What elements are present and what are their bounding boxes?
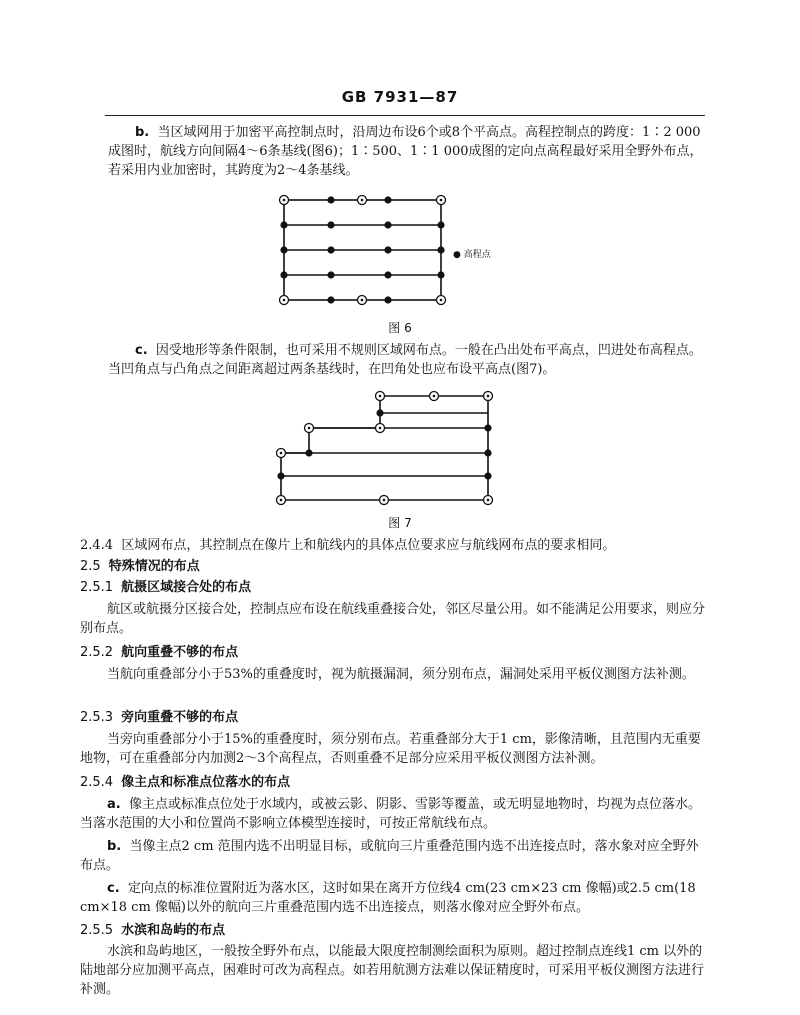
elevation-point-icon <box>280 271 287 278</box>
section-2-5-3-number: 2.5.3 <box>80 710 114 725</box>
section-2-5-2-title: 航向重叠不够的布点 <box>121 645 239 660</box>
section-2-5-5-title: 水滨和岛屿的布点 <box>121 923 226 938</box>
figure-7-diagram <box>272 388 494 508</box>
section-2-5-4-item-a <box>80 795 705 833</box>
elevation-point-icon <box>305 449 312 456</box>
control-point-center-dot <box>440 199 443 202</box>
elevation-point-icon <box>437 221 444 228</box>
section-2-5-5-text: 水滨和岛屿地区，一般按全野外布点，以能最大限度控制测绘面积为原则。超过控制点连线1 cm 以外的陆地部分应加测平高点，困难时可改为高程点。如若用航测方法难以保证精度时，可采用平板仪测图方法进行补测。 <box>80 944 705 997</box>
paragraph-b <box>108 123 703 180</box>
item-a-text: 像主点或标准点位处于水域内，或被云影、阴影、雪影等覆盖，或无明显地物时，均视为点位落水。当落水范围的大小和位置尚不影响立体模型连接时，可按正常航线布点。 <box>80 797 701 831</box>
section-2-5-1-title: 航摄区域接合处的布点 <box>121 580 252 595</box>
control-point-center-dot <box>280 452 283 455</box>
item-label-b: b. <box>135 125 150 140</box>
section-2-5-2-text: 当航向重叠部分小于53%的重叠度时，视为航摄漏洞，须分别布点，漏洞处采用平板仪测图方法补测。 <box>107 667 695 682</box>
paragraph-c-text: 因受地形等条件限制，也可采用不规则区域网布点。一般在凸出处布平高点，凹进处布高程点。当凹角点与凸角点之间距离超过两条基线时，在凹角处也应布设平高点(图7)。 <box>108 343 702 377</box>
item-label-b2: b. <box>107 839 122 854</box>
standard-code-header: GB 7931—87 <box>341 88 459 106</box>
elevation-point-icon <box>384 296 391 303</box>
elevation-point-icon <box>327 196 334 203</box>
section-2-5-2-heading <box>80 643 238 662</box>
figure-7-outline <box>281 396 488 500</box>
elevation-point-icon <box>437 271 444 278</box>
elevation-point-icon <box>280 246 287 253</box>
section-2-5-title: 特殊情况的布点 <box>108 559 200 574</box>
control-point-center-dot <box>308 427 311 430</box>
section-2-5-2-number: 2.5.2 <box>80 645 114 660</box>
figure-6-legend <box>453 247 491 260</box>
control-point-center-dot <box>283 299 286 302</box>
elevation-point-icon <box>437 246 444 253</box>
elevation-point-icon <box>384 221 391 228</box>
section-2-5-4-number: 2.5.4 <box>80 775 114 790</box>
elevation-point-icon <box>327 296 334 303</box>
section-2-5-5-heading <box>80 921 225 940</box>
header-rule <box>105 115 705 116</box>
section-2-5-3-text: 当旁向重叠部分小于15%的重叠度时，须分别布点。若重叠部分大于1 cm，影像清晰，且范围内无重要地物，可在重叠部分内加测2～3个高程点，否则重叠不足部分应采用平板仪测图方法补测。 <box>80 732 701 766</box>
figure-6-caption: 图 6 <box>388 321 412 335</box>
section-2-5-4-item-c <box>80 879 705 917</box>
section-2-5-4-item-b <box>80 837 705 875</box>
elevation-point-icon <box>280 221 287 228</box>
control-point-center-dot <box>361 299 364 302</box>
section-2-5-5-number: 2.5.5 <box>80 923 114 938</box>
control-point-center-dot <box>283 199 286 202</box>
section-2-4-4 <box>80 536 705 555</box>
paragraph-c <box>108 341 703 379</box>
section-2-4-4-text: 区域网布点，其控制点在像片上和航线内的具体点位要求应与航线网布点的要求相同。 <box>121 538 616 553</box>
control-point-center-dot <box>487 499 490 502</box>
item-label-c: c. <box>135 343 148 358</box>
elevation-point-icon <box>384 246 391 253</box>
control-point-center-dot <box>379 427 382 430</box>
control-point-center-dot <box>361 199 364 202</box>
section-2-5-number: 2.5 <box>80 559 101 574</box>
elevation-point-icon <box>327 246 334 253</box>
section-2-5-3-heading <box>80 708 238 727</box>
control-point-center-dot <box>440 299 443 302</box>
elevation-point-icon <box>384 196 391 203</box>
section-2-5-4-title: 像主点和标准点位落水的布点 <box>121 775 291 790</box>
item-label-a: a. <box>107 797 121 812</box>
figure-7-caption: 图 7 <box>388 516 412 530</box>
elevation-point-icon <box>376 409 383 416</box>
control-point-center-dot <box>379 395 382 398</box>
elevation-point-icon <box>484 472 491 479</box>
elevation-point-icon <box>277 472 284 479</box>
section-2-4-4-number: 2.4.4 <box>80 538 114 553</box>
paragraph-b-text: 当区域网用于加密平高控制点时，沿周边布设6个或8个平高点。高程控制点的跨度：1∶2 000成图时，航线方向间隔4～6条基线(图6)；1∶500、1∶1 000成图的定向点高程最好采用全野外布点，若采用内业加密时，其跨度为2～4条基线。 <box>108 125 703 178</box>
elevation-point-icon <box>327 271 334 278</box>
control-point-center-dot <box>383 499 386 502</box>
figure-6-legend-label: 高程点 <box>463 250 491 260</box>
figure-6-diagram <box>276 193 448 308</box>
item-label-c2: c. <box>107 881 120 896</box>
elevation-point-icon <box>327 221 334 228</box>
control-point-center-dot <box>487 395 490 398</box>
elevation-point-icon <box>384 271 391 278</box>
item-b-text: 当像主点2 cm 范围内选不出明显目标，或航向三片重叠范围内选不出连接点时，落水象对应全野外布点。 <box>80 839 699 873</box>
control-point-center-dot <box>280 499 283 502</box>
section-2-5-1-number: 2.5.1 <box>80 580 114 595</box>
section-2-5-4-heading <box>80 773 290 792</box>
section-2-5-1-heading <box>80 578 251 597</box>
section-2-5-heading <box>80 557 200 576</box>
elevation-point-icon <box>484 449 491 456</box>
item-c-text: 定向点的标准位置附近为落水区，这时如果在离开方位线4 cm(23 cm×23 cm 像幅)或2.5 cm(18 cm×18 cm 像幅)以外的航向三片重叠范围内选不出连接点，则落水像对应全野外布点。 <box>80 881 696 915</box>
elevation-point-legend-icon: ● <box>453 250 461 260</box>
section-2-5-1-text: 航区或航摄分区接合处，控制点应布设在航线重叠接合处，邻区尽量公用。如不能满足公用要求，则应分别布点。 <box>80 602 706 636</box>
control-point-center-dot <box>433 395 436 398</box>
section-2-5-3-title: 旁向重叠不够的布点 <box>121 710 239 725</box>
elevation-point-icon <box>484 424 491 431</box>
